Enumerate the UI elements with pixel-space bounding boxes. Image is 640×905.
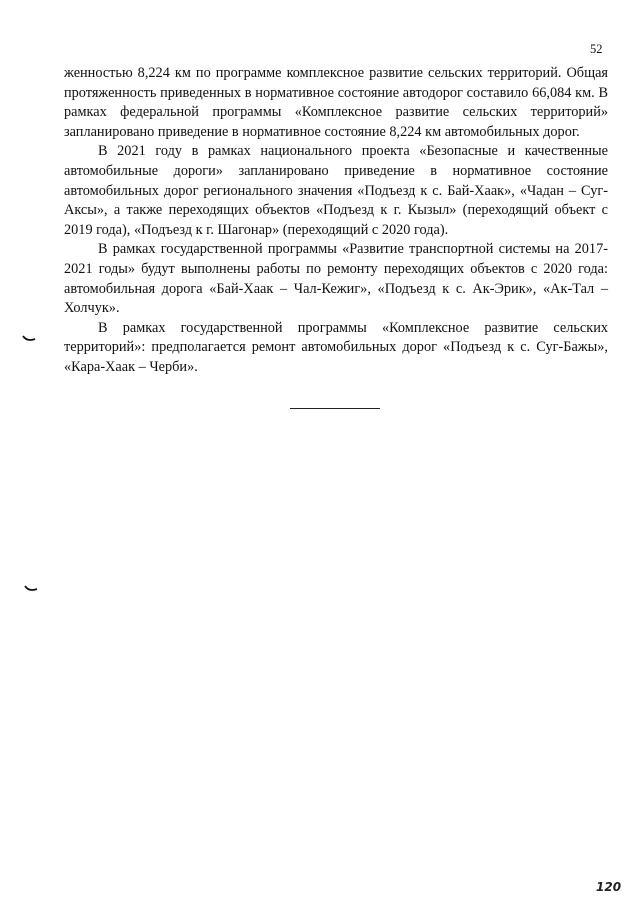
page-number: 52 [590, 42, 603, 56]
margin-tick-mark-upper [22, 335, 36, 343]
paragraph-3: В рамках государственной программы «Развитие транспортной системы на 2017-2021 годы» будут выполнены работы по ремонту переходящих объектов с 2020 года: автомобильная дорога «Бай-Хаак – Чал-Кежиг», «Подъезд к с. Ак-Эрик», «Ак-Тал – Холчук». [64, 241, 608, 317]
handwritten-page-number: 120 [596, 880, 622, 894]
paragraph-2: В 2021 году в рамках национального проекта «Безопасные и качественные автомобильные дороги» запланировано приведение в нормативное состояние автомобильных дорог регионального значения «Подъезд к с. Бай-Хаак», «Чадан – Суг-Аксы», а также переходящих объектов «Подъезд к г. Кызыл» (переходящий объект с 2019 года), «Подъезд к г. Шагонар» (переходящий с 2020 года). [64, 143, 608, 238]
section-separator [290, 408, 380, 409]
margin-tick-mark-lower [24, 585, 38, 593]
document-body [64, 64, 608, 378]
paragraph-4: В рамках государственной программы «Комплексное развитие сельских территорий»: предполагается ремонт автомобильных дорог «Подъезд к с. Суг-Бажы», «Кара-Хаак – Черби». [64, 319, 608, 375]
paragraph-1: женностью 8,224 км по программе комплексное развитие сельских территорий. Общая протяженность приведенных в нормативное состояние автодорог составило 66,084 км. В рамках федеральной программы «Комплексное развитие сельских территорий» запланировано приведение в нормативное состояние 8,224 км автомобильных дорог. [64, 65, 608, 140]
